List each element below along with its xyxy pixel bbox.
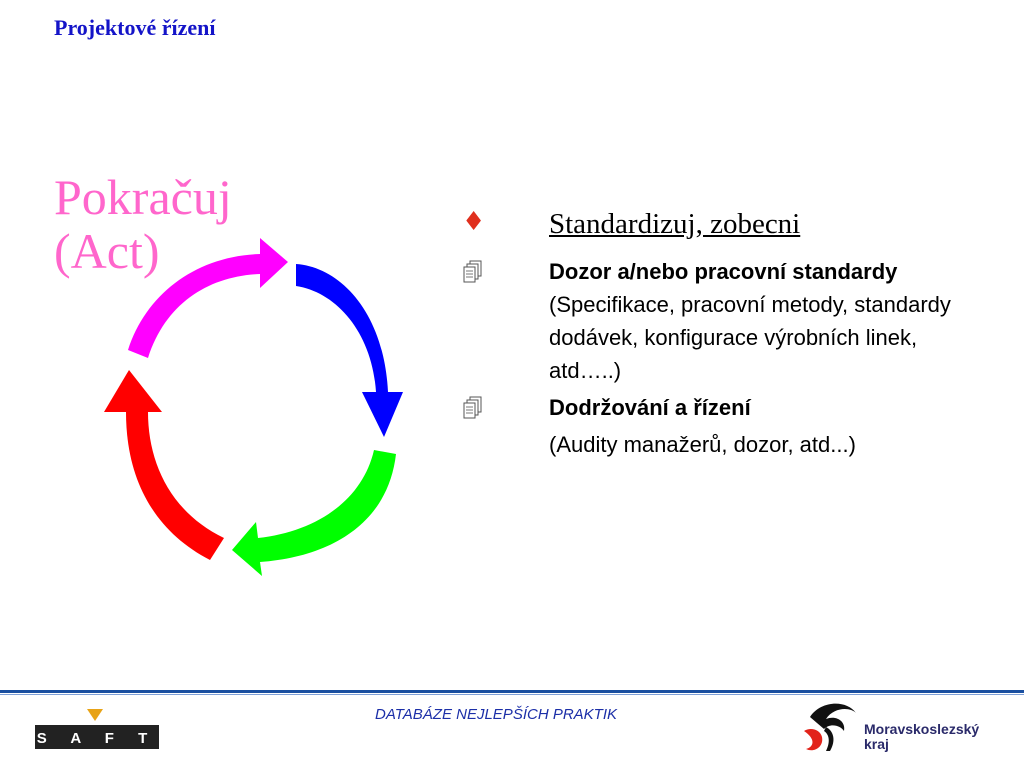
moravskoslezsky-kraj-logo-text xyxy=(864,722,979,752)
page-title: Projektové řízení xyxy=(54,15,216,40)
bullet-item-detail: (Audity manažerů, dozor, atd...) xyxy=(549,432,856,457)
moravskoslezsky-kraj-logo-icon xyxy=(800,697,864,757)
bullet-list xyxy=(462,205,982,461)
diamond-bullet-icon: ♦ xyxy=(462,207,486,237)
saft-logo xyxy=(35,707,159,751)
bullet-main xyxy=(462,205,982,241)
bullet-item-title: Dodržování a řízení xyxy=(549,395,751,420)
bullet-main-text: Standardizuj, zobecni xyxy=(549,208,801,240)
cycle-heading-line1: Pokračuj xyxy=(54,169,232,225)
footer-divider xyxy=(0,690,1024,693)
pdca-cycle-diagram xyxy=(100,232,420,592)
document-stack-icon xyxy=(462,259,484,288)
bullet-item xyxy=(462,255,982,387)
logo-line1: Moravskoslezský xyxy=(864,721,980,737)
cycle-arrow-magenta xyxy=(128,238,288,358)
cycle-heading-line2: (Act) xyxy=(54,223,160,279)
saft-logo-text: S A F T xyxy=(36,730,158,747)
bullet-item-detail: (Specifikace, pracovní metody, standardy dodávek, konfigurace výrobních linek, atd…..) xyxy=(549,292,951,383)
document-stack-icon xyxy=(462,395,484,424)
cycle-arrow-blue xyxy=(296,264,403,437)
footer-divider-thin xyxy=(0,694,1024,695)
cycle-arrow-green xyxy=(232,450,396,576)
logo-line2: kraj xyxy=(864,736,889,752)
bullet-item xyxy=(462,391,982,461)
bullet-item-title: Dozor a/nebo pracovní standardy xyxy=(549,259,898,284)
footer-text: DATABÁZE NEJLEPŠÍCH PRAKTIK xyxy=(375,706,617,723)
cycle-arrow-red xyxy=(104,370,224,560)
